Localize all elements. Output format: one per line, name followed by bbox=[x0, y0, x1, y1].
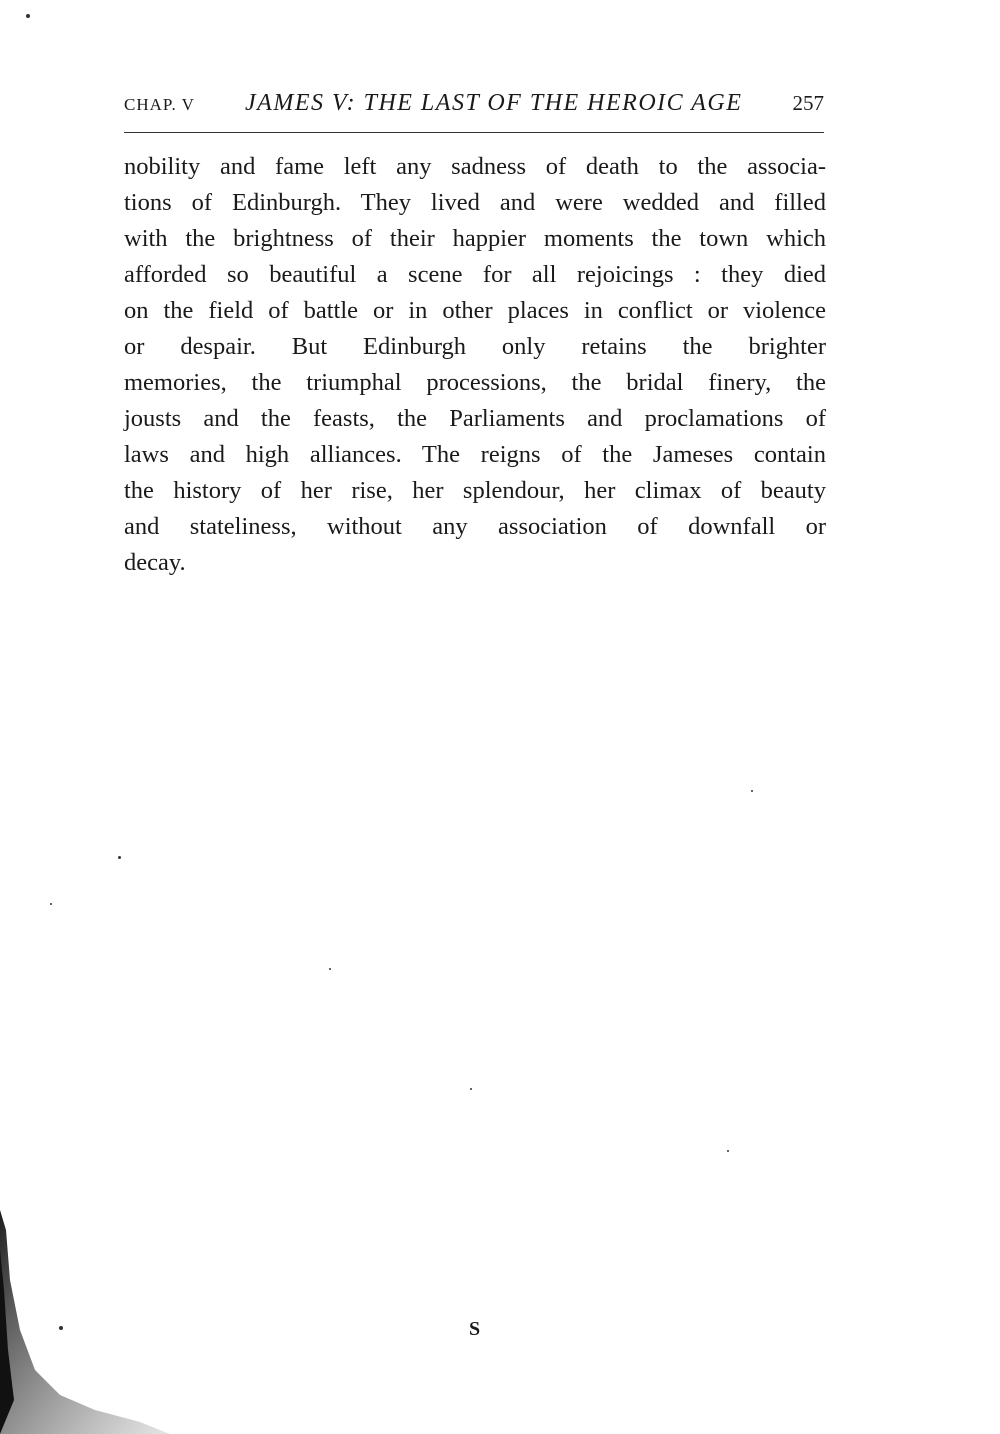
text-line: and stateliness, without any association of downfall or bbox=[124, 513, 826, 540]
text-line: the history of her rise, her splendour, her climax of beauty bbox=[124, 477, 826, 504]
scan-speck bbox=[329, 968, 331, 970]
text-line: nobility and fame left any sadness of death to the associa- bbox=[124, 153, 826, 180]
chapter-label: CHAP. V bbox=[124, 95, 195, 114]
header-rule bbox=[124, 132, 824, 133]
text-line: decay. bbox=[124, 549, 186, 576]
text-line: afforded so beautiful a scene for all rejoicings : they died bbox=[124, 261, 826, 288]
scan-speck bbox=[751, 790, 753, 792]
scan-speck bbox=[470, 1088, 472, 1090]
page-number: 257 bbox=[792, 91, 824, 115]
scan-speck bbox=[26, 14, 30, 18]
scan-speck bbox=[50, 903, 52, 905]
text-line: memories, the triumphal processions, the bridal finery, the bbox=[124, 369, 826, 396]
running-title: JAMES V: THE LAST OF THE HEROIC AGE bbox=[245, 90, 743, 116]
scan-speck bbox=[727, 1150, 729, 1152]
text-line: jousts and the feasts, the Parliaments and proclamations of bbox=[124, 405, 826, 432]
text-line: on the field of battle or in other places in conflict or violence bbox=[124, 297, 826, 324]
signature-mark: S bbox=[469, 1318, 481, 1340]
text-line: or despair. But Edinburgh only retains the brighter bbox=[124, 333, 826, 360]
scan-speck bbox=[118, 856, 121, 859]
text-line: laws and high alliances. The reigns of the Jameses contain bbox=[124, 441, 826, 468]
text-line: tions of Edinburgh. They lived and were wedded and filled bbox=[124, 189, 826, 216]
running-head bbox=[124, 90, 824, 120]
text-line: with the brightness of their happier moments the town which bbox=[124, 225, 826, 252]
scan-edge-shadow bbox=[0, 1210, 170, 1434]
body-paragraph bbox=[124, 149, 826, 581]
